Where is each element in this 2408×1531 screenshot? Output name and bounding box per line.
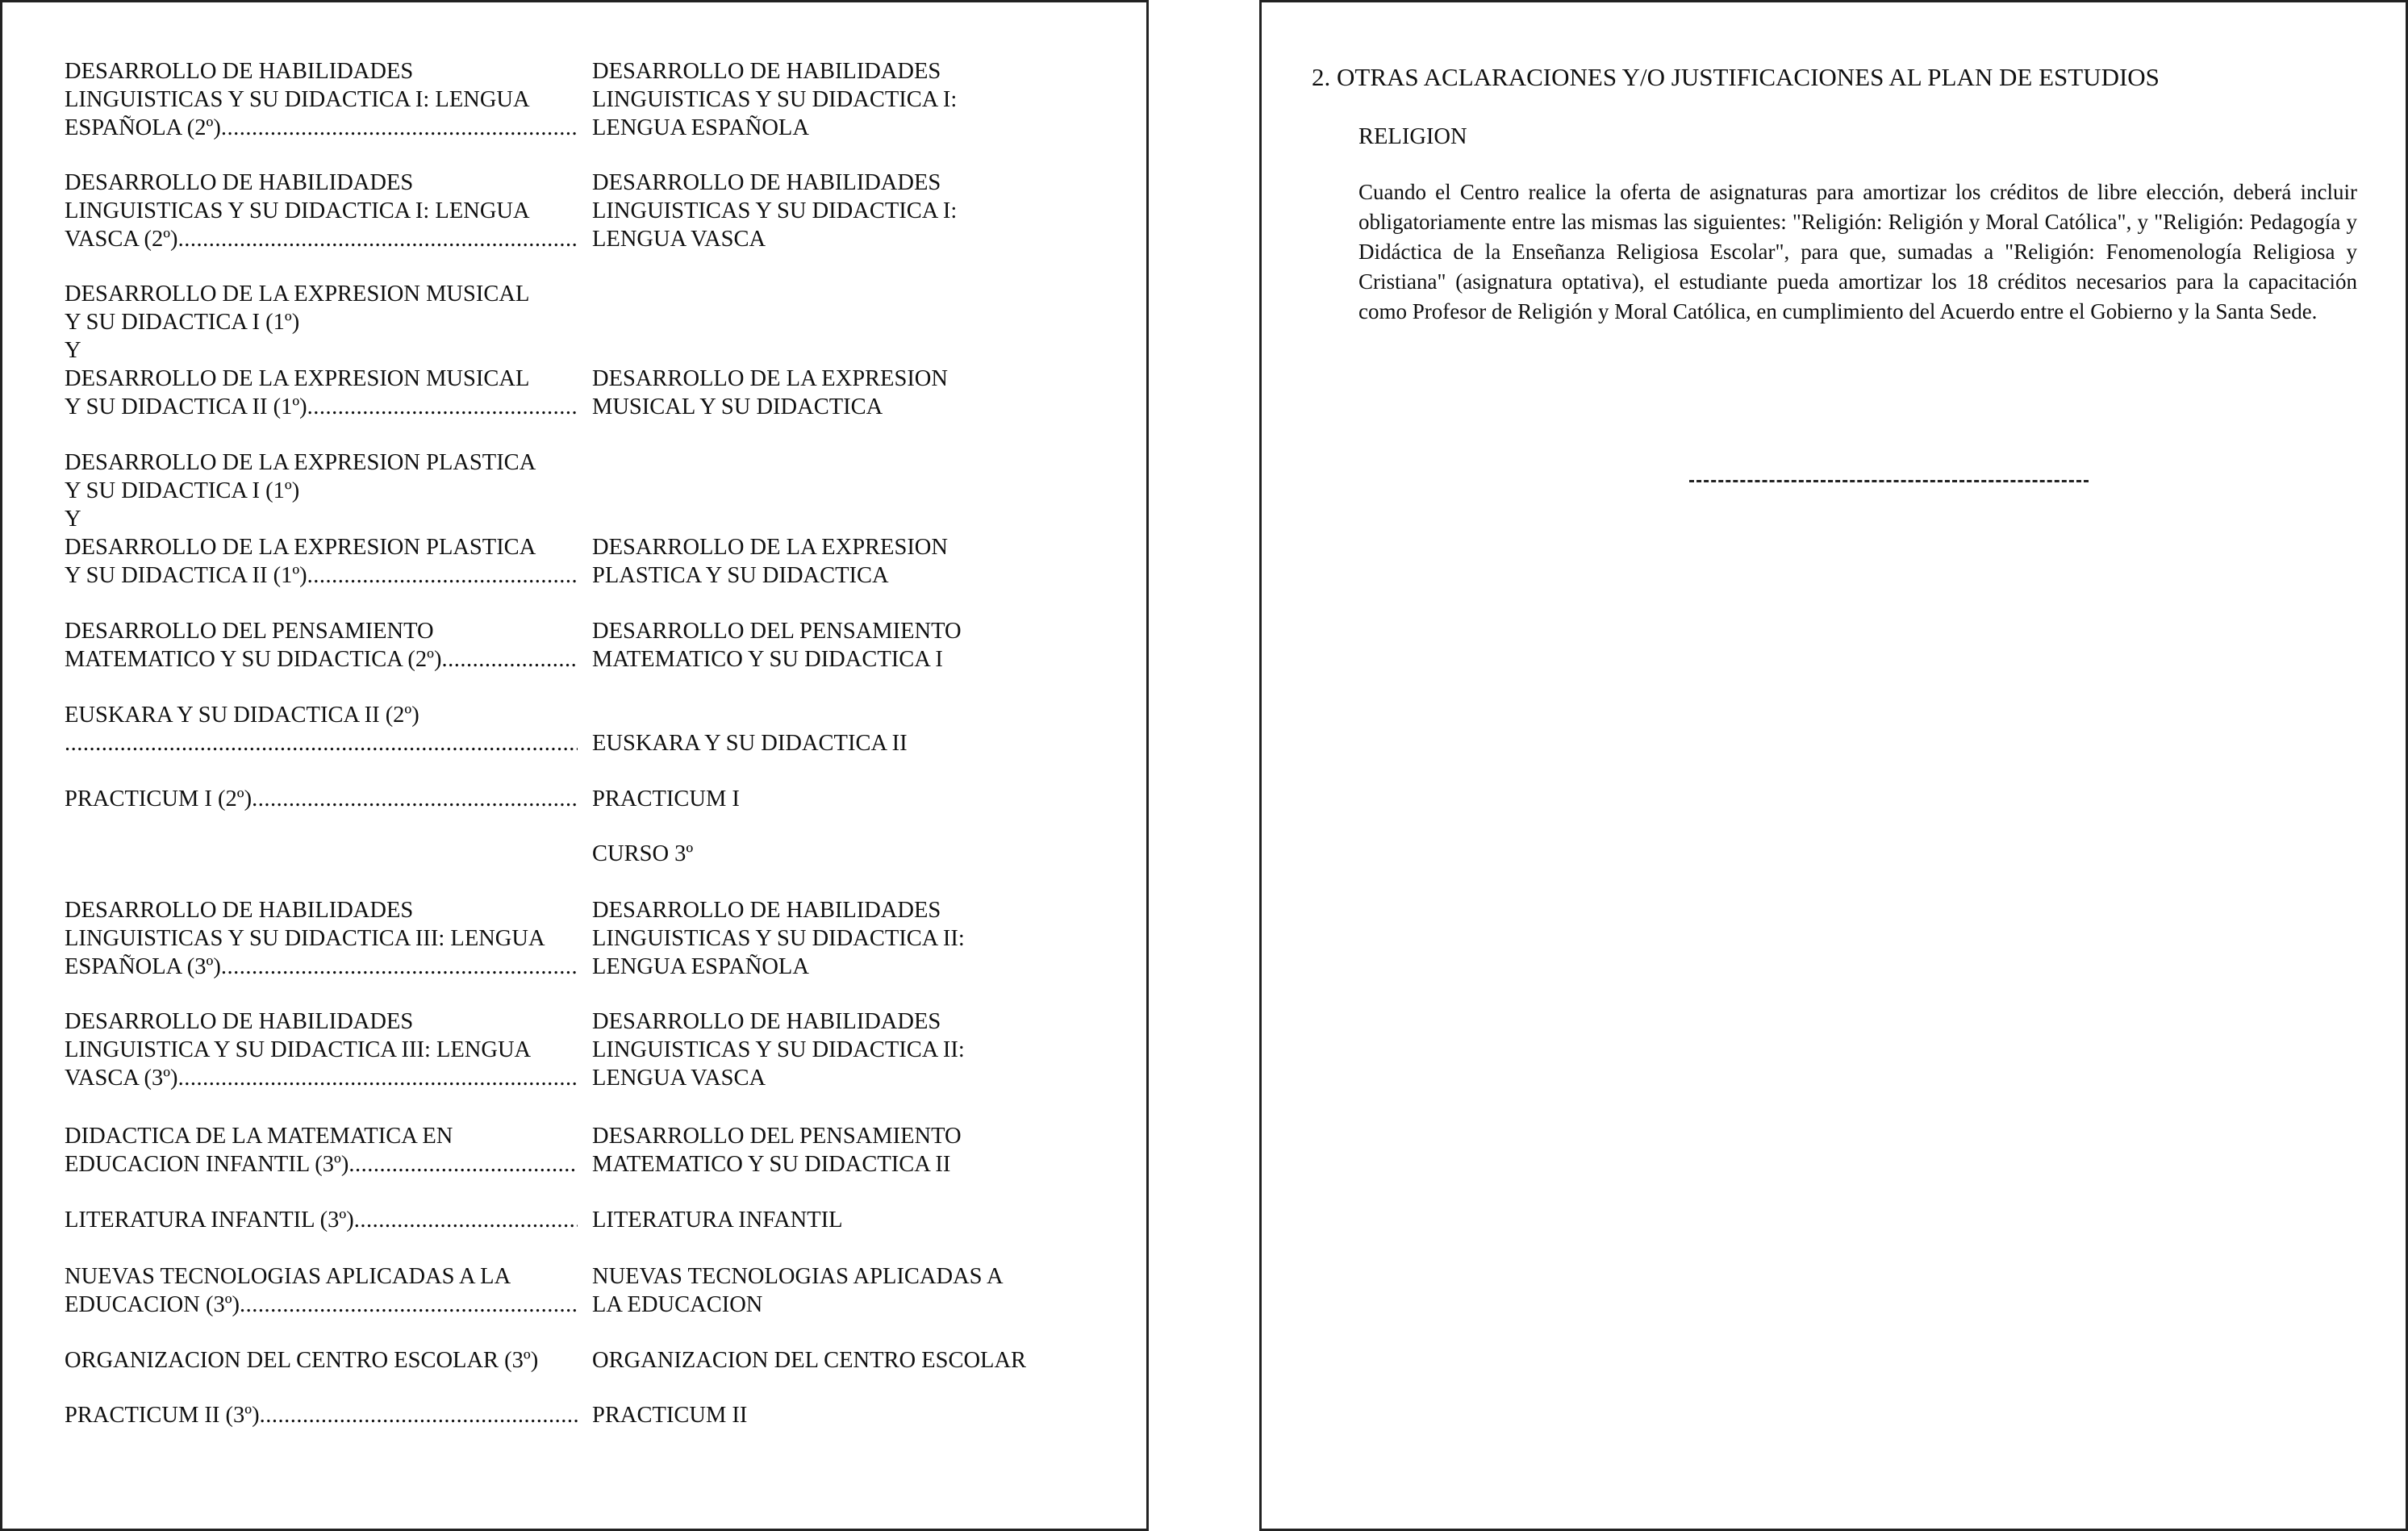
old-subject-line: LINGUISTICA Y SU DIDACTICA III: LENGUA [65,1037,532,1062]
table-row [65,1007,1073,1092]
religion-paragraph: Cuando el Centro realice la oferta de asignaturas para amortizar los créditos de libre elección, deberá incluir obligatoriamente entre las mismas las siguientes: "Religión: Religión y Moral Católica", y "Religión: Pedagogía y Didáctica de la Enseñanza Religiosa Escolar", para que, sumadas a "Religión: Fenomenología Religiosa y Cristiana" (asignatura optativa), el estudiante pueda amortizar los 18 créditos necesarios para la capacitación como Profesor de Religión y Moral Católica, en cumplimiento del Acuerdo entre el Gobierno y la Santa Sede. [1358,180,2357,323]
religion-subheading: RELIGION [1358,124,1467,149]
new-subject-line: DESARROLLO DEL PENSAMIENTO [592,619,962,644]
new-subject-line: DESARROLLO DE LA EXPRESION [592,535,948,560]
new-subject-line: LINGUISTICAS Y SU DIDACTICA I: [592,198,958,223]
old-subject-line: DIDACTICA DE LA MATEMATICA EN [65,1124,453,1149]
old-subject [65,1346,578,1375]
new-subject [592,617,1073,674]
new-subject-line: DESARROLLO DE LA EXPRESION [592,366,948,391]
new-subject-line: DESARROLLO DE HABILIDADES [592,898,941,923]
new-subject [592,785,1073,813]
table-row [65,169,1073,253]
old-subject [65,280,578,421]
new-subject [592,280,1073,421]
old-subject [65,1206,578,1234]
new-subject [592,1007,1073,1092]
table-row [65,1206,1073,1234]
new-subject [592,1346,1073,1375]
new-subject-line [592,448,1073,477]
old-subject-line: DESARROLLO DE HABILIDADES [65,1009,414,1034]
dot-leader [65,729,578,757]
old-subject-leader-line [65,785,578,813]
old-subject-line: DESARROLLO DE LA EXPRESION MUSICAL [65,366,530,391]
old-subject-leader-line [65,114,578,142]
new-subject-line: ORGANIZACION DEL CENTRO ESCOLAR [592,1348,1027,1373]
new-subject-line [592,336,1073,365]
old-subject-leader-line [65,729,578,757]
old-subject [65,896,578,981]
table-row [65,1346,1073,1375]
old-subject-leader-line [65,1206,578,1234]
new-subject [592,57,1073,142]
dot-leader [221,953,578,981]
new-subject-line: LITERATURA INFANTIL [592,1208,843,1233]
old-subject-line: ORGANIZACION DEL CENTRO ESCOLAR (3º) [65,1348,539,1373]
old-subject [65,785,578,813]
new-subject [592,1262,1073,1319]
old-subject-line: LINGUISTICAS Y SU DIDACTICA III: LENGUA [65,926,545,951]
old-subject-leader-line [65,1291,578,1319]
course-heading: CURSO 3º [592,841,694,866]
old-subject-leader-line [65,1150,578,1178]
dot-leader [178,1064,578,1092]
dot-leader [252,785,578,813]
new-subject [592,169,1073,253]
new-subject-line: LINGUISTICAS Y SU DIDACTICA II: [592,926,965,951]
old-subject [65,701,578,757]
old-subject-line: DESARROLLO DE LA EXPRESION PLASTICA [65,535,536,560]
old-subject-line: LITERATURA INFANTIL (3º) [65,1208,354,1233]
dot-leader [240,1291,578,1319]
course-heading-row [65,840,1073,868]
table-row [65,1262,1073,1319]
old-subject [65,448,578,590]
old-subject-leader-line [65,225,578,253]
table-row [65,617,1073,674]
right-page [1259,0,2408,1531]
new-subject-line: PRACTICUM I [592,786,740,811]
new-subject [592,1206,1073,1234]
table-row [65,57,1073,142]
old-subject-line: DESARROLLO DE LA EXPRESION MUSICAL [65,282,530,307]
old-subject-leader-line [65,645,578,674]
new-subject-line: MUSICAL Y SU DIDACTICA [592,394,883,419]
old-subject-line: LINGUISTICAS Y SU DIDACTICA I: LENGUA [65,198,530,223]
table-row [65,896,1073,981]
old-subject-line: EDUCACION (3º) [65,1292,240,1317]
new-subject-line [592,477,1073,505]
section-heading: 2. OTRAS ACLARACIONES Y/O JUSTIFICACIONES AL PLAN DE ESTUDIOS [1312,63,2160,91]
new-subject-line: DESARROLLO DE HABILIDADES [592,59,941,84]
old-subject [65,1007,578,1092]
new-subject-line: LENGUA VASCA [592,227,766,252]
new-subject-line: LINGUISTICAS Y SU DIDACTICA I: [592,87,958,112]
old-subject-line: MATEMATICO Y SU DIDACTICA (2º) [65,647,442,672]
old-subject-line: Y SU DIDACTICA I (1º) [65,310,300,335]
new-subject-line: NUEVAS TECNOLOGIAS APLICADAS A [592,1264,1004,1289]
old-subject-line: EDUCACION INFANTIL (3º) [65,1152,349,1177]
dot-leader [348,1150,578,1178]
new-subject [592,448,1073,590]
old-subject-line: PRACTICUM I (2º) [65,786,252,811]
new-subject-line: PLASTICA Y SU DIDACTICA [592,563,889,588]
old-subject-line: ESPAÑOLA (3º) [65,954,221,979]
dot-leader [307,561,578,590]
new-subject-line [592,505,1073,533]
new-subject [592,701,1073,757]
new-subject-line: DESARROLLO DEL PENSAMIENTO [592,1124,962,1149]
new-subject-line: LA EDUCACION [592,1292,763,1317]
old-subject-line: DESARROLLO DEL PENSAMIENTO [65,619,434,644]
old-subject-line: EUSKARA Y SU DIDACTICA II (2º) [65,703,419,728]
new-subject-line: PRACTICUM II [592,1403,748,1428]
old-subject-line: Y [65,507,81,532]
dot-leader [354,1206,578,1234]
new-subject-line: EUSKARA Y SU DIDACTICA II [592,731,908,756]
old-subject-line: Y SU DIDACTICA II (1º) [65,394,307,419]
new-subject-line: LENGUA ESPAÑOLA [592,115,809,140]
old-subject-line: DESARROLLO DE HABILIDADES [65,898,414,923]
dot-leader [441,645,578,674]
table-row [65,1122,1073,1178]
old-subject-line: DESARROLLO DE HABILIDADES [65,59,414,84]
old-subject [65,169,578,253]
old-subject-line: Y SU DIDACTICA I (1º) [65,478,300,503]
new-subject [592,896,1073,981]
new-subject-line: MATEMATICO Y SU DIDACTICA I [592,647,943,672]
old-subject [65,1262,578,1319]
old-subject [65,617,578,674]
old-subject-leader-line [65,561,578,590]
new-subject-line: LINGUISTICAS Y SU DIDACTICA II: [592,1037,965,1062]
table-row [65,785,1073,813]
dot-leader [307,393,578,421]
old-subject [65,1122,578,1178]
new-subject-line [592,701,1073,729]
table-row [65,1401,1073,1429]
table-row [65,280,1073,421]
new-subject [592,1122,1073,1178]
left-page [0,0,1149,1531]
new-subject-line [592,280,1073,308]
old-subject-line: VASCA (3º) [65,1066,178,1091]
old-subject-line: DESARROLLO DE LA EXPRESION PLASTICA [65,450,536,475]
new-subject [592,1401,1073,1429]
new-subject-line: DESARROLLO DE HABILIDADES [592,1009,941,1034]
empty-cell [65,840,578,868]
old-subject-leader-line [65,393,578,421]
dot-leader [178,225,578,253]
old-subject-line: NUEVAS TECNOLOGIAS APLICADAS A LA [65,1264,511,1289]
old-subject-line: PRACTICUM II (3º) [65,1403,260,1428]
new-subject-line: DESARROLLO DE HABILIDADES [592,170,941,195]
old-subject-leader-line [65,1401,578,1429]
table-row [65,448,1073,590]
old-subject [65,1401,578,1429]
new-subject-line [592,308,1073,336]
dot-leader [260,1401,578,1429]
dashed-divider [1689,480,2089,482]
old-subject-line: Y [65,338,81,363]
old-subject-line: Y SU DIDACTICA II (1º) [65,563,307,588]
new-subject-line: MATEMATICO Y SU DIDACTICA II [592,1152,951,1177]
table-row [65,701,1073,757]
new-subject-line: LENGUA ESPAÑOLA [592,954,809,979]
dot-leader [221,114,578,142]
old-subject-line: ESPAÑOLA (2º) [65,115,221,140]
old-subject-line: VASCA (2º) [65,227,178,252]
old-subject-leader-line [65,1064,578,1092]
old-subject-leader-line [65,953,578,981]
old-subject-line: DESARROLLO DE HABILIDADES [65,170,414,195]
old-subject-line: LINGUISTICAS Y SU DIDACTICA I: LENGUA [65,87,530,112]
old-subject [65,57,578,142]
new-subject-line: LENGUA VASCA [592,1066,766,1091]
